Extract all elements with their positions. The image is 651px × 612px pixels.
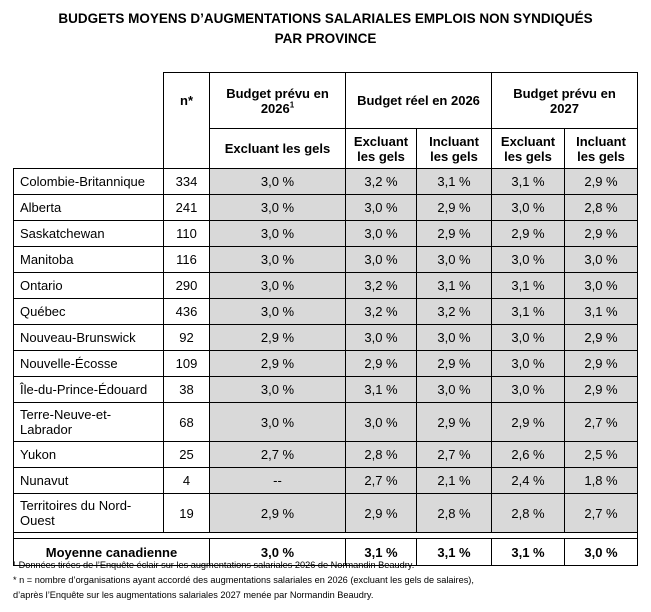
prevu-2027-incluant-cell: 1,8 % (565, 468, 638, 494)
title-line-2: PAR PROVINCE (274, 31, 377, 46)
prevu-2027-incluant-cell: 2,8 % (565, 195, 638, 221)
page-title (0, 9, 651, 49)
reel-2026-excluant-cell: 2,8 % (346, 442, 417, 468)
subheader-excluant-2027: Excluant les gels (492, 129, 565, 169)
reel-2026-excluant-cell: 3,1 % (346, 377, 417, 403)
reel-2026-incluant-cell: 2,7 % (417, 442, 492, 468)
province-name: Manitoba (14, 247, 164, 273)
reel-2026-incluant-cell: 2,9 % (417, 195, 492, 221)
prevu-2027-incluant-cell: 3,1 % (565, 299, 638, 325)
total-prevu-2027-excluant: 3,1 % (492, 539, 565, 566)
reel-2026-excluant-cell: 3,0 % (346, 195, 417, 221)
n-cell: 68 (164, 403, 210, 442)
prevu-2027-excluant-cell: 3,0 % (492, 377, 565, 403)
province-name: Territoires du Nord-Ouest (14, 494, 164, 533)
province-name: Saskatchewan (14, 221, 164, 247)
province-name: Nouvelle-Écosse (14, 351, 164, 377)
reel-2026-incluant-cell: 3,1 % (417, 169, 492, 195)
prevu-2027-excluant-cell: 3,0 % (492, 351, 565, 377)
budget-prevu-2026-cell: 2,9 % (210, 494, 346, 533)
header-budget-reel-2026: Budget réel en 2026 (346, 73, 492, 129)
prevu-2027-incluant-cell: 3,0 % (565, 273, 638, 299)
budget-prevu-2026-cell: 3,0 % (210, 299, 346, 325)
n-cell: 241 (164, 195, 210, 221)
header-row-2 (14, 129, 638, 169)
reel-2026-incluant-cell: 2,9 % (417, 221, 492, 247)
reel-2026-excluant-cell: 2,9 % (346, 351, 417, 377)
province-name: Île-du-Prince-Édouard (14, 377, 164, 403)
total-prevu-2027-incluant: 3,0 % (565, 539, 638, 566)
reel-2026-incluant-cell: 2,9 % (417, 403, 492, 442)
footnote-1: ¹ Données tirées de l’Enquête éclair sur les augmentations salariales 2026 de Normandin Beaudry. (13, 560, 415, 570)
reel-2026-incluant-cell: 3,0 % (417, 377, 492, 403)
total-budget-prevu-2026: 3,0 % (210, 539, 346, 566)
prevu-2027-excluant-cell: 3,1 % (492, 169, 565, 195)
n-cell: 290 (164, 273, 210, 299)
prevu-2027-incluant-cell: 2,9 % (565, 351, 638, 377)
table-row (14, 494, 638, 533)
n-cell: 19 (164, 494, 210, 533)
header-row-1 (14, 73, 638, 129)
subheader-excluant-2026-reel: Excluant les gels (346, 129, 417, 169)
subheader-incluant-2026-reel: Incluant les gels (417, 129, 492, 169)
title-line-1: BUDGETS MOYENS D’AUGMENTATIONS SALARIALES EMPLOIS NON SYNDIQUÉS (58, 11, 593, 26)
table-row (14, 273, 638, 299)
reel-2026-excluant-cell: 2,9 % (346, 494, 417, 533)
prevu-2027-excluant-cell: 2,9 % (492, 221, 565, 247)
table-row (14, 325, 638, 351)
reel-2026-excluant-cell: 3,0 % (346, 325, 417, 351)
budget-prevu-2026-cell: 2,7 % (210, 442, 346, 468)
reel-2026-excluant-cell: 3,0 % (346, 221, 417, 247)
table-row (14, 221, 638, 247)
header-n: n* (164, 73, 210, 169)
table-row (14, 403, 638, 442)
footnotes (13, 558, 474, 603)
province-name: Terre-Neuve-et-Labrador (14, 403, 164, 442)
reel-2026-incluant-cell: 3,2 % (417, 299, 492, 325)
table-row (14, 442, 638, 468)
table-row (14, 299, 638, 325)
table-row (14, 351, 638, 377)
reel-2026-excluant-cell: 3,2 % (346, 299, 417, 325)
province-name: Nouveau-Brunswick (14, 325, 164, 351)
budget-prevu-2026-cell: 3,0 % (210, 247, 346, 273)
n-cell: 92 (164, 325, 210, 351)
reel-2026-excluant-cell: 2,7 % (346, 468, 417, 494)
reel-2026-incluant-cell: 2,9 % (417, 351, 492, 377)
total-label: Moyenne canadienne (14, 539, 210, 566)
prevu-2027-excluant-cell: 2,4 % (492, 468, 565, 494)
budget-prevu-2026-cell: 3,0 % (210, 195, 346, 221)
table-row (14, 468, 638, 494)
table-row (14, 169, 638, 195)
province-name: Alberta (14, 195, 164, 221)
reel-2026-excluant-cell: 3,0 % (346, 247, 417, 273)
total-reel-2026-excluant: 3,1 % (346, 539, 417, 566)
prevu-2027-excluant-cell: 2,6 % (492, 442, 565, 468)
reel-2026-incluant-cell: 3,0 % (417, 247, 492, 273)
budget-prevu-2026-cell: 2,9 % (210, 325, 346, 351)
header-budget-prevu-2026: Budget prévu en 2026$^1$ (210, 73, 346, 129)
reel-2026-incluant-cell: 3,0 % (417, 325, 492, 351)
n-cell: 110 (164, 221, 210, 247)
n-cell: 109 (164, 351, 210, 377)
prevu-2027-incluant-cell: 2,9 % (565, 377, 638, 403)
reel-2026-excluant-cell: 3,0 % (346, 403, 417, 442)
prevu-2027-excluant-cell: 3,0 % (492, 195, 565, 221)
prevu-2027-incluant-cell: 2,9 % (565, 325, 638, 351)
subheader-excluant-2026-prevu: Excluant les gels (210, 129, 346, 169)
budget-prevu-2026-cell: 3,0 % (210, 403, 346, 442)
prevu-2027-excluant-cell: 3,0 % (492, 247, 565, 273)
n-cell: 334 (164, 169, 210, 195)
n-cell: 116 (164, 247, 210, 273)
n-cell: 436 (164, 299, 210, 325)
n-cell: 38 (164, 377, 210, 403)
header-budget-prevu-2027: Budget prévu en 2027 (492, 73, 638, 129)
province-name: Yukon (14, 442, 164, 468)
budget-prevu-2026-cell: 3,0 % (210, 221, 346, 247)
budget-prevu-2026-cell: 3,0 % (210, 273, 346, 299)
prevu-2027-incluant-cell: 2,9 % (565, 169, 638, 195)
budget-prevu-2026-cell: -- (210, 468, 346, 494)
prevu-2027-incluant-cell: 2,9 % (565, 221, 638, 247)
table-row (14, 377, 638, 403)
reel-2026-incluant-cell: 3,1 % (417, 273, 492, 299)
n-cell: 25 (164, 442, 210, 468)
reel-2026-excluant-cell: 3,2 % (346, 169, 417, 195)
budget-prevu-2026-cell: 3,0 % (210, 169, 346, 195)
reel-2026-incluant-cell: 2,8 % (417, 494, 492, 533)
n-cell: 4 (164, 468, 210, 494)
prevu-2027-excluant-cell: 2,9 % (492, 403, 565, 442)
province-name: Québec (14, 299, 164, 325)
prevu-2027-incluant-cell: 2,7 % (565, 494, 638, 533)
prevu-2027-excluant-cell: 3,0 % (492, 325, 565, 351)
table-row (14, 247, 638, 273)
budget-prevu-2026-cell: 2,9 % (210, 351, 346, 377)
prevu-2027-incluant-cell: 2,5 % (565, 442, 638, 468)
budget-prevu-2026-cell: 3,0 % (210, 377, 346, 403)
prevu-2027-excluant-cell: 3,1 % (492, 273, 565, 299)
table-row (14, 195, 638, 221)
footnote-3: d’après l’Enquête sur les augmentations salariales 2027 menée par Normandin Beaudry. (13, 590, 374, 600)
province-name: Ontario (14, 273, 164, 299)
footnote-2: * n = nombre d’organisations ayant accordé des augmentations salariales en 2026 (excluant les gels de salaires), (13, 575, 474, 585)
subheader-incluant-2027: Incluant les gels (565, 129, 638, 169)
prevu-2027-incluant-cell: 2,7 % (565, 403, 638, 442)
prevu-2027-incluant-cell: 3,0 % (565, 247, 638, 273)
prevu-2027-excluant-cell: 3,1 % (492, 299, 565, 325)
prevu-2027-excluant-cell: 2,8 % (492, 494, 565, 533)
reel-2026-incluant-cell: 2,1 % (417, 468, 492, 494)
province-name: Colombie-Britannique (14, 169, 164, 195)
total-reel-2026-incluant: 3,1 % (417, 539, 492, 566)
reel-2026-excluant-cell: 3,2 % (346, 273, 417, 299)
province-name: Nunavut (14, 468, 164, 494)
budget-table (13, 72, 638, 566)
